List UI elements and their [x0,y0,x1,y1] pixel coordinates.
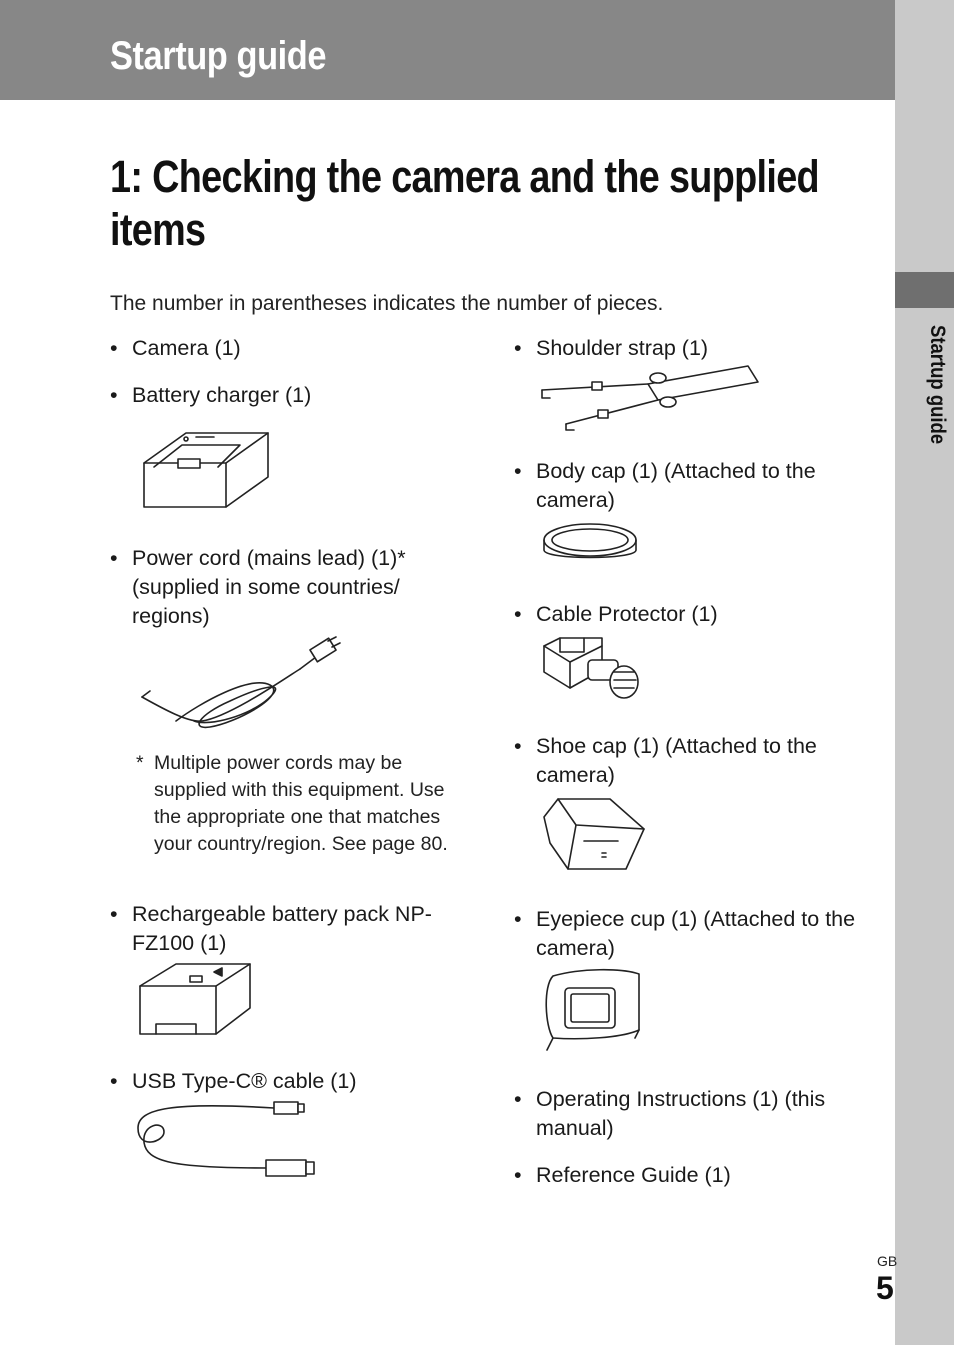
bullet: • [514,336,522,360]
item-label: Battery charger (1) [132,383,312,407]
shoulder-strap-illustration [538,362,763,432]
item-operating-instructions [514,1085,881,1143]
item-label: Power cord (mains lead) (1)* (supplied in some countries/ regions) [132,546,406,628]
item-power-cord [110,544,472,631]
item-charger [110,381,472,410]
item-usb-cable [110,1067,472,1096]
battery-charger-illustration [138,415,274,513]
item-cable-protector [514,600,881,629]
region-code: GB [877,1253,898,1269]
item-label: Shoe cap (1) (Attached to the camera) [536,734,817,787]
item-label: Body cap (1) (Attached to the camera) [536,459,816,512]
battery-pack-illustration [136,960,256,1040]
item-label: Cable Protector (1) [536,602,718,626]
item-label: Rechargeable battery pack NP-FZ100 (1) [132,902,432,955]
power-cord-illustration [140,635,345,733]
eyepiece-cup-illustration [541,966,646,1054]
bullet: • [110,546,118,570]
item-shoe-cap [514,732,881,790]
page-title: 1: Checking the camera and the supplied items [110,151,819,255]
bullet: • [514,734,522,758]
item-label: Operating Instructions (1) (this manual) [536,1087,826,1140]
bullet: • [514,1087,522,1111]
header-title: Startup guide [110,34,327,78]
bullet: • [110,902,118,926]
cable-protector-illustration [540,632,645,702]
item-label: Camera (1) [132,336,241,360]
bullet: • [110,336,118,360]
item-shoulder-strap [514,334,881,363]
item-battery [110,900,472,958]
footnote-mark: * [136,752,144,774]
side-tab-marker[interactable] [895,272,954,308]
bullet: • [514,907,522,931]
side-strip [895,0,954,1345]
item-eyepiece-cup [514,905,881,963]
bullet: • [514,459,522,483]
item-body-cap [514,457,881,515]
side-tab-label: Startup guide [926,325,949,445]
bullet: • [110,1069,118,1093]
body-cap-illustration [542,520,642,570]
item-camera [110,334,472,363]
bullet: • [110,383,118,407]
intro-text: The number in parentheses indicates the number of pieces. [110,292,664,315]
footnote-text: Multiple power cords may be supplied with this equipment. Use the appropriate one that matches your country/region. See page 80. [154,752,448,855]
item-label: Eyepiece cup (1) (Attached to the camera) [536,907,856,960]
page-number: 5 [876,1270,894,1306]
item-label: Reference Guide (1) [536,1163,731,1187]
bullet: • [514,602,522,626]
shoe-cap-illustration [540,795,650,875]
item-label: USB Type-C® cable (1) [132,1069,357,1093]
usb-cable-illustration [134,1098,319,1178]
bullet: • [514,1163,522,1187]
footnote [136,750,474,858]
item-reference-guide [514,1161,881,1190]
item-label: Shoulder strap (1) [536,336,709,360]
